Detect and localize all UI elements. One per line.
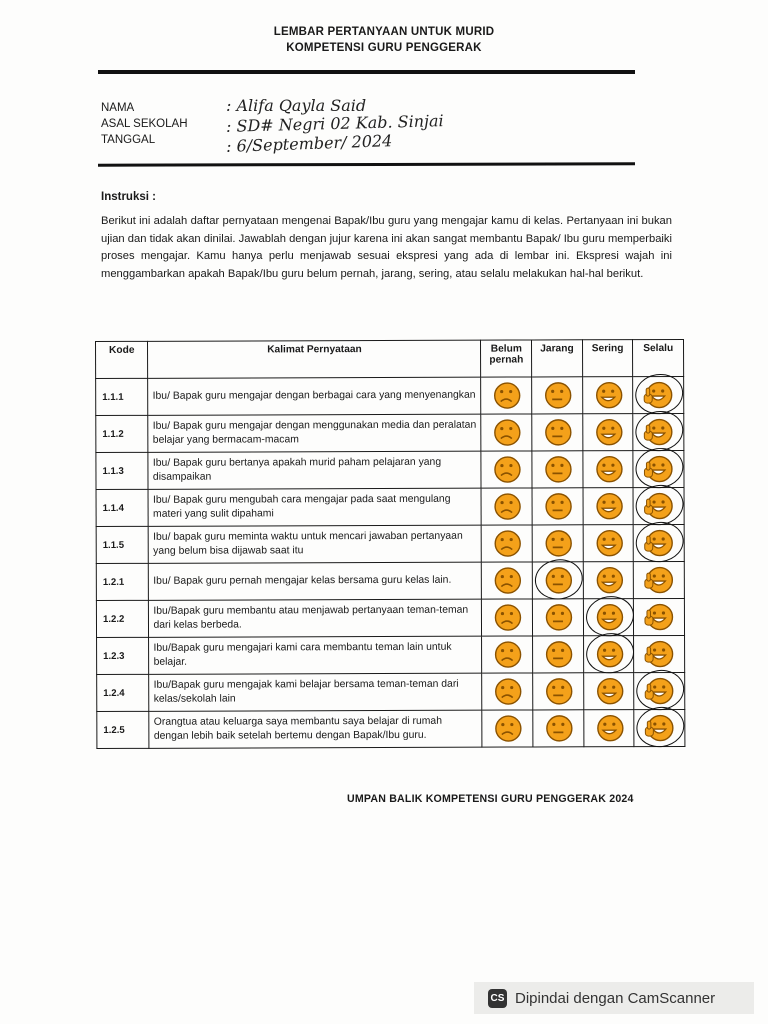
option-sering[interactable] xyxy=(582,377,633,414)
smile-face-icon xyxy=(593,380,623,410)
name-value: : Alifa Qayla Said xyxy=(226,96,367,115)
table-row xyxy=(97,709,685,748)
option-jarang[interactable] xyxy=(532,414,583,451)
row-code: 1.2.3 xyxy=(97,637,150,674)
neutral-face-icon xyxy=(542,417,572,447)
option-selalu[interactable] xyxy=(633,413,684,450)
neutral-face-icon xyxy=(542,380,572,410)
table-row xyxy=(97,635,685,674)
option-sering[interactable] xyxy=(583,562,634,599)
option-sering[interactable] xyxy=(583,525,634,562)
option-selalu[interactable] xyxy=(634,672,685,709)
camscanner-text: Dipindai dengan CamScanner xyxy=(515,989,716,1007)
smile-face-icon xyxy=(593,491,623,521)
row-statement: Ibu/Bapak guru mengajari kami cara membantu teman lain untuk belajar. xyxy=(149,636,482,674)
row-code: 1.2.2 xyxy=(96,600,149,637)
smile-face-icon xyxy=(593,454,623,484)
option-sering[interactable] xyxy=(583,488,634,525)
neutral-face-icon xyxy=(543,676,573,706)
camscanner-watermark xyxy=(474,982,754,1014)
table-row xyxy=(96,598,684,637)
row-statement: Ibu/ Bapak guru pernah mengajar kelas bersama guru kelas lain. xyxy=(149,562,482,600)
table-row xyxy=(96,524,684,563)
option-belum-pernah[interactable] xyxy=(482,710,533,747)
option-sering[interactable] xyxy=(584,710,635,747)
option-selalu[interactable] xyxy=(633,376,684,413)
header-code: Kode xyxy=(96,341,149,378)
row-statement: Orangtua atau keluarga saya membantu saya belajar di rumah dengan lebih baik setelah bertemu dengan Bapak/Ibu guru. xyxy=(149,710,482,748)
selected-answer-mark xyxy=(644,676,674,706)
thumbs-up-face-icon xyxy=(644,639,674,669)
name-label: NAMA xyxy=(101,102,135,114)
selected-answer-mark xyxy=(644,713,674,743)
option-jarang[interactable] xyxy=(532,451,583,488)
option-jarang[interactable] xyxy=(533,599,584,636)
header-belum-pernah xyxy=(481,340,532,377)
frown-face-icon xyxy=(491,381,521,411)
row-code: 1.2.4 xyxy=(97,674,150,711)
option-jarang[interactable] xyxy=(532,488,583,525)
frown-face-icon xyxy=(492,603,522,633)
table-row xyxy=(96,413,684,452)
neutral-face-icon xyxy=(543,713,573,743)
neutral-face-icon xyxy=(543,639,573,669)
option-sering[interactable] xyxy=(583,414,634,451)
row-statement: Ibu/ Bapak guru mengajar dengan berbagai cara yang menyenangkan xyxy=(148,377,481,415)
option-selalu[interactable] xyxy=(634,524,685,561)
table-row xyxy=(96,561,684,600)
selected-answer-mark xyxy=(593,602,623,632)
selected-answer-mark xyxy=(643,417,673,447)
selected-answer-mark xyxy=(644,454,674,484)
selected-answer-mark xyxy=(644,491,674,521)
neutral-face-icon xyxy=(543,528,573,558)
option-belum-pernah[interactable] xyxy=(482,636,533,673)
header-belum-l2: pernah xyxy=(489,354,524,366)
frown-face-icon xyxy=(493,714,523,744)
row-code: 1.2.5 xyxy=(97,711,150,748)
neutral-face-icon xyxy=(542,454,572,484)
header-statement: Kalimat Pernyataan xyxy=(148,340,481,378)
school-value: : SD# Negri 02 Kab. Sinjai xyxy=(225,111,444,136)
row-code: 1.2.1 xyxy=(96,563,149,600)
smile-face-icon xyxy=(593,565,623,595)
row-code: 1.1.4 xyxy=(96,489,149,526)
table-row xyxy=(96,376,684,415)
option-belum-pernah[interactable] xyxy=(481,377,532,414)
frown-face-icon xyxy=(492,529,522,559)
selected-answer-mark xyxy=(643,380,673,410)
instructions-title: Instruksi : xyxy=(101,191,156,203)
frown-face-icon xyxy=(492,418,522,448)
selected-answer-mark xyxy=(644,528,674,558)
option-selalu[interactable] xyxy=(634,709,685,746)
option-belum-pernah[interactable] xyxy=(481,414,532,451)
option-selalu[interactable] xyxy=(634,561,685,598)
sheet-title: LEMBAR PERTANYAAN UNTUK MURID xyxy=(273,26,495,38)
header-selalu: Selalu xyxy=(633,339,684,376)
frown-face-icon xyxy=(492,640,522,670)
neutral-face-icon xyxy=(542,491,572,521)
option-sering[interactable] xyxy=(583,599,634,636)
row-statement: Ibu/ Bapak guru mengajar dengan menggunakan media dan peralatan belajar yang bermacam-macam xyxy=(148,414,481,452)
option-selalu[interactable] xyxy=(634,598,685,635)
school-label: ASAL SEKOLAH xyxy=(101,118,188,130)
header-belum-l1: Belum xyxy=(490,343,522,355)
option-belum-pernah[interactable] xyxy=(482,673,533,710)
option-belum-pernah[interactable] xyxy=(481,451,532,488)
date-label: TANGGAL xyxy=(101,134,156,146)
row-statement: Ibu/Bapak guru membantu atau menjawab pertanyaan teman-teman dari kelas berbeda. xyxy=(149,599,482,637)
thumbs-up-face-icon xyxy=(644,565,674,595)
row-code: 1.1.2 xyxy=(96,415,149,452)
selected-answer-mark xyxy=(543,565,573,595)
header-jarang: Jarang xyxy=(532,340,583,377)
sheet-subtitle: KOMPETENSI GURU PENGGERAK xyxy=(286,42,482,54)
frown-face-icon xyxy=(492,566,522,596)
option-sering[interactable] xyxy=(583,451,634,488)
survey-table xyxy=(95,339,685,749)
row-code: 1.1.5 xyxy=(96,526,149,563)
instructions-text: Berikut ini adalah daftar pernyataan mengenai Bapak/Ibu guru yang mengajar kamu di kelas. Pertanyaan ini bukan ujian dan tidak akan dinilai. Jawablah dengan jujur karena ini akan sangat membantu Bapak/ Ibu guru memperbaiki proses mengajar. Kamu hanya perlu menjawab sesuai ekspresi yang ada di lembar ini. Ekspresi wajah ini menggambarkan apakah Bapak/Ibu guru belum pernah, jarang, sering, atau selalu melakukan hal-hal berikut. xyxy=(101,215,672,280)
option-selalu[interactable] xyxy=(633,487,684,524)
option-sering[interactable] xyxy=(583,673,634,710)
option-belum-pernah[interactable] xyxy=(482,599,533,636)
smile-face-icon xyxy=(593,417,623,447)
option-belum-pernah[interactable] xyxy=(481,488,532,525)
option-jarang[interactable] xyxy=(532,377,583,414)
row-statement: Ibu/Bapak guru mengajak kami belajar bersama teman-teman dari kelas/sekolah lain xyxy=(149,673,482,711)
footer-title: UMPAN BALIK KOMPETENSI GURU PENGGERAK 2024 xyxy=(347,793,634,805)
option-jarang[interactable] xyxy=(533,710,584,747)
option-selalu[interactable] xyxy=(634,635,685,672)
smile-face-icon xyxy=(593,528,623,558)
option-sering[interactable] xyxy=(583,636,634,673)
table-row xyxy=(96,487,684,526)
option-jarang[interactable] xyxy=(533,673,584,710)
date-value: : 6/September/ 2024 xyxy=(225,131,393,156)
neutral-face-icon xyxy=(543,602,573,632)
fields-divider xyxy=(98,162,635,166)
row-statement: Ibu/ Bapak guru bertanya apakah murid paham pelajaran yang disampaikan xyxy=(148,451,481,489)
option-selalu[interactable] xyxy=(633,450,684,487)
option-belum-pernah[interactable] xyxy=(482,562,533,599)
header-sering: Sering xyxy=(582,340,633,377)
option-jarang[interactable] xyxy=(532,525,583,562)
frown-face-icon xyxy=(492,677,522,707)
smile-face-icon xyxy=(594,676,624,706)
row-code: 1.1.1 xyxy=(96,378,149,415)
option-belum-pernah[interactable] xyxy=(482,525,533,562)
smile-face-icon xyxy=(594,713,624,743)
table-row xyxy=(96,450,684,489)
option-jarang[interactable] xyxy=(533,636,584,673)
option-jarang[interactable] xyxy=(532,562,583,599)
row-statement: Ibu/ bapak guru meminta waktu untuk mencari jawaban pertanyaan yang belum bisa dijawab saat itu xyxy=(149,525,482,563)
row-code: 1.1.3 xyxy=(96,452,149,489)
selected-answer-mark xyxy=(594,639,624,669)
row-statement: Ibu/ Bapak guru mengubah cara mengajar pada saat mengulang materi yang sulit dipahami xyxy=(148,488,481,526)
header-divider xyxy=(98,70,635,74)
frown-face-icon xyxy=(492,455,522,485)
table-row xyxy=(97,672,685,711)
thumbs-up-face-icon xyxy=(644,602,674,632)
frown-face-icon xyxy=(492,492,522,522)
camscanner-logo-icon: CS xyxy=(488,989,507,1008)
